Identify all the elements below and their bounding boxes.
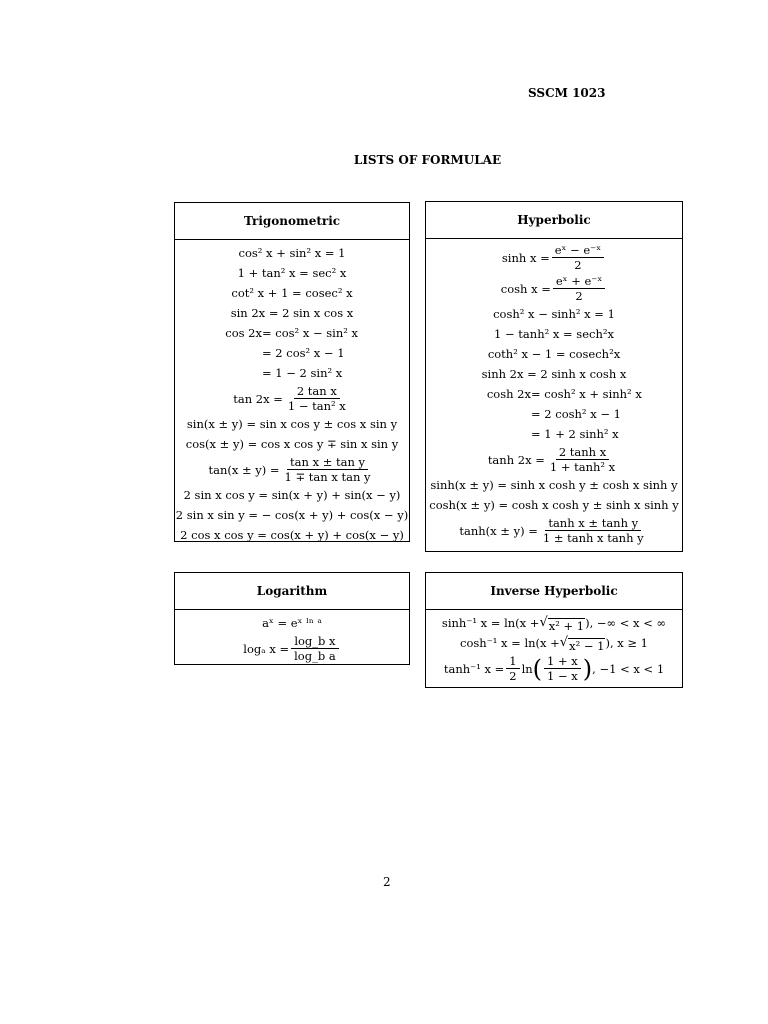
- formula: [428, 242, 680, 273]
- numerator: 1: [506, 654, 519, 669]
- formula-rhs: = 2 cos² x − 1: [262, 346, 345, 360]
- fraction: [544, 654, 581, 683]
- formula: [428, 613, 680, 633]
- formula: 2 sin x sin y = − cos(x + y) + cos(x − y): [175, 508, 409, 522]
- formula: cos² x + sin² x = 1: [238, 246, 346, 260]
- trigonometric-box: [174, 202, 410, 542]
- formula: cos(x ± y) = cos x cos y ∓ sin x sin y: [185, 437, 399, 451]
- fraction: [506, 654, 519, 683]
- numerator: log_b x: [291, 634, 338, 649]
- denominator: 2: [575, 289, 583, 303]
- formula-rhs: = cos² x − sin² x: [262, 326, 358, 340]
- formula-part: cosh⁻¹ x = ln(x +: [460, 636, 560, 650]
- numerator: 1 + x: [544, 654, 581, 669]
- denominator: 2: [574, 258, 582, 272]
- fraction: [291, 634, 339, 663]
- fraction: [547, 445, 618, 474]
- formula-lhs: tanh(x ± y) =: [459, 523, 538, 538]
- numerator: eˣ + e⁻ˣ: [553, 274, 605, 289]
- radicand: x² + 1: [548, 619, 585, 633]
- square-root: [539, 613, 585, 633]
- right-paren: ): [582, 654, 593, 683]
- formula-lhs: sinh x =: [501, 250, 550, 265]
- formula: [428, 653, 680, 684]
- formula: 1 + tan² x = sec² x: [237, 266, 347, 280]
- numerator: eˣ − e⁻ˣ: [552, 243, 604, 258]
- formula-part: , −1 < x < 1: [592, 661, 665, 676]
- inverse-hyperbolic-formulas: [426, 610, 682, 688]
- formula: [428, 273, 680, 304]
- formula-rhs: = 1 + 2 sinh² x: [531, 427, 619, 441]
- formula: 2 sin x cos y = sin(x + y) + sin(x − y): [183, 488, 401, 502]
- radical-sign: √: [539, 615, 548, 630]
- numerator: 2 tan x: [294, 384, 340, 399]
- formula-lhs: cosh 2x: [486, 387, 531, 401]
- logarithm-title: Logarithm: [175, 573, 409, 610]
- formula-part: sinh⁻¹ x = ln(x +: [441, 616, 540, 630]
- formula: [177, 363, 407, 383]
- formula: aˣ = eˣ ˡⁿ ᵃ: [262, 616, 322, 630]
- page-number: 2: [383, 875, 391, 889]
- formula-rhs: = 1 − 2 sin² x: [262, 366, 343, 380]
- formula-lhs: tan(x ± y) =: [208, 462, 280, 477]
- denominator: 1 + tanh² x: [549, 460, 616, 474]
- hyperbolic-title: Hyperbolic: [426, 202, 682, 239]
- formula: 2 cos x cos y = cos(x + y) + cos(x − y): [180, 528, 404, 542]
- logarithm-formulas: [175, 610, 409, 668]
- fraction: [282, 455, 374, 484]
- numerator: tanh x ± tanh y: [545, 516, 641, 531]
- course-code: SSCM 1023: [528, 86, 606, 100]
- fraction: [552, 243, 604, 272]
- formula-part: ln: [521, 661, 533, 676]
- formula: [428, 384, 680, 404]
- formula: 1 − tanh² x = sech²x: [494, 327, 614, 341]
- formula: cot² x + 1 = cosec² x: [231, 286, 353, 300]
- left-paren: (: [532, 654, 543, 683]
- formula: sin(x ± y) = sin x cos y ± cos x sin y: [186, 417, 398, 431]
- denominator: 1 − x: [547, 669, 578, 683]
- trigonometric-title: Trigonometric: [175, 203, 409, 240]
- formula: [177, 323, 407, 343]
- denominator: 1 ∓ tan x tan y: [284, 470, 371, 484]
- formula: [177, 633, 407, 664]
- inverse-hyperbolic-title: Inverse Hyperbolic: [426, 573, 682, 610]
- denominator: 1 ± tanh x tanh y: [542, 531, 644, 545]
- formula: cosh² x − sinh² x = 1: [493, 307, 615, 321]
- hyperbolic-box: [425, 201, 683, 552]
- formula-rhs: = 2 cosh² x − 1: [531, 407, 621, 421]
- fraction: [540, 516, 647, 545]
- denominator: log_b a: [294, 649, 336, 663]
- formula-rhs: = cosh² x + sinh² x: [531, 387, 642, 401]
- formula: [428, 424, 680, 444]
- logarithm-box: [174, 572, 410, 665]
- formula-part: ), −∞ < x < ∞: [585, 616, 667, 630]
- fraction: [553, 274, 605, 303]
- radical-sign: √: [559, 635, 569, 650]
- formula: [428, 444, 680, 475]
- formula-lhs: tanh 2x =: [487, 452, 545, 467]
- formula: [177, 454, 407, 485]
- formula: [177, 383, 407, 414]
- formula: [428, 515, 680, 546]
- formula: sinh 2x = 2 sinh x cosh x: [481, 367, 627, 381]
- radicand: x² − 1: [569, 639, 605, 653]
- hyperbolic-formulas: [426, 239, 682, 550]
- document-title: LISTS OF FORMULAE: [353, 153, 502, 167]
- formula: [428, 633, 680, 653]
- inverse-hyperbolic-box: [425, 572, 683, 688]
- formula-lhs: cosh x =: [500, 281, 551, 296]
- formula-lhs: logₐ x =: [243, 641, 290, 656]
- formula-part: ), x ≥ 1: [605, 636, 648, 650]
- formula: coth² x − 1 = cosech²x: [487, 347, 621, 361]
- denominator: 2: [509, 669, 517, 683]
- formula-lhs: tanh⁻¹ x =: [443, 661, 505, 676]
- formula: sin 2x = 2 sin x cos x: [230, 306, 354, 320]
- fraction: [285, 384, 349, 413]
- formula: cosh(x ± y) = cosh x cosh y ± sinh x sinh y: [429, 498, 679, 512]
- square-root: [560, 633, 606, 653]
- formula: sinh(x ± y) = sinh x cosh y ± cosh x sinh y: [430, 478, 678, 492]
- formula: [428, 404, 680, 424]
- formula: [177, 343, 407, 363]
- trigonometric-formulas: [175, 240, 409, 549]
- numerator: tan x ± tan y: [287, 455, 368, 470]
- formula-lhs: cos 2x: [225, 326, 262, 340]
- numerator: 2 tanh x: [556, 445, 609, 460]
- formula-lhs: tan 2x =: [233, 391, 283, 406]
- denominator: 1 − tan² x: [287, 399, 346, 413]
